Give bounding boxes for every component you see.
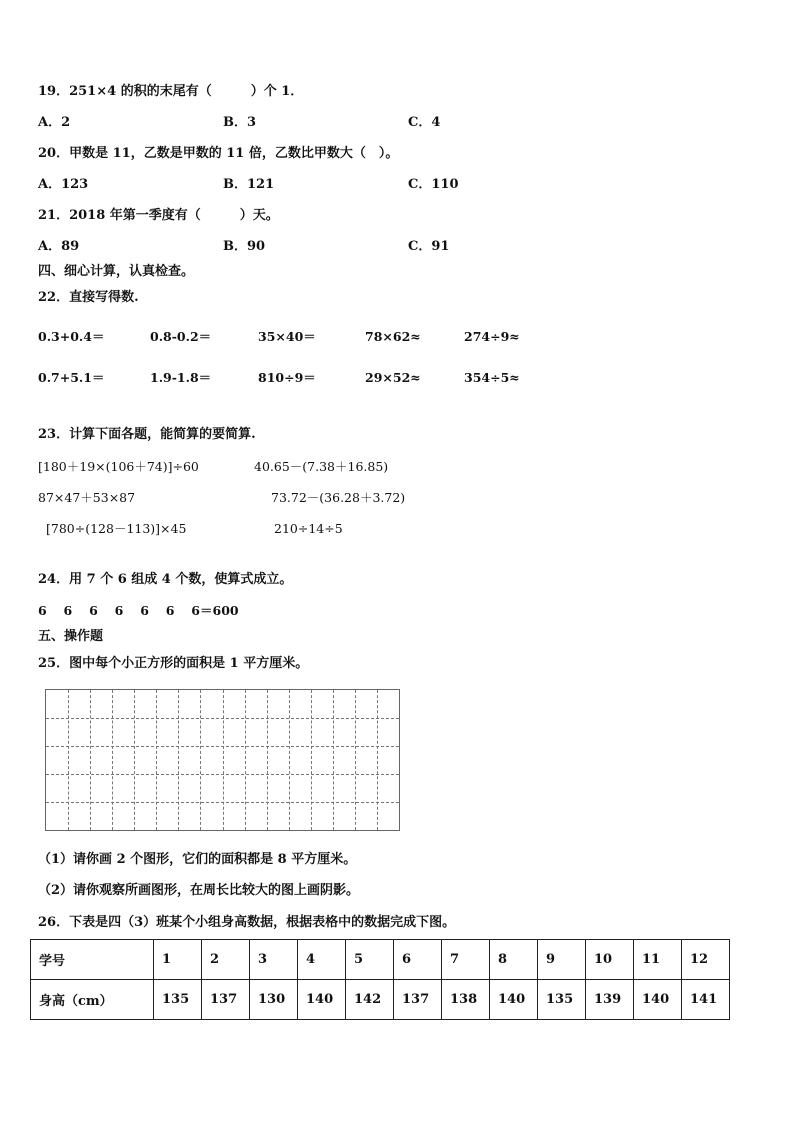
section-5-heading: 五、操作题 — [38, 629, 104, 644]
q22-stem: 22．直接写得数. — [38, 290, 139, 305]
grid-column-line — [267, 690, 268, 830]
grid-column-line — [112, 690, 113, 830]
q26-stem: 26．下表是四（3）班某个小组身高数据，根据表格中的数据完成下图。 — [38, 915, 456, 930]
q19-option-b[interactable]: B．3 — [223, 115, 257, 130]
table-cell-height: 140 — [490, 980, 538, 1020]
q23-expression: [180＋19×(106＋74)]÷60 — [38, 459, 199, 474]
q22-item: 78×62≈ — [365, 329, 421, 344]
grid-column-line — [134, 690, 135, 830]
grid-column-line — [68, 690, 69, 830]
table-cell-id: 8 — [490, 940, 538, 980]
row-label-id: 学号 — [31, 940, 154, 980]
table-cell-height: 140 — [298, 980, 346, 1020]
table-cell-height: 139 — [586, 980, 634, 1020]
q22-item: 1.9-1.8＝ — [150, 370, 212, 385]
grid-column-line — [355, 690, 356, 830]
table-cell-id: 3 — [250, 940, 298, 980]
square-grid[interactable] — [45, 689, 400, 831]
q23-expression: 73.72－(36.28＋3.72) — [271, 490, 406, 505]
table-cell-id: 7 — [442, 940, 490, 980]
grid-column-line — [377, 690, 378, 830]
table-cell-height: 137 — [394, 980, 442, 1020]
q21-option-a[interactable]: A．89 — [38, 239, 80, 254]
section-4-heading: 四、细心计算，认真检查。 — [38, 264, 195, 279]
table-cell-height: 130 — [250, 980, 298, 1020]
table-cell-id: 12 — [682, 940, 730, 980]
q24-stem: 24．用 7 个 6 组成 4 个数，使算式成立。 — [38, 572, 293, 587]
table-cell-id: 1 — [154, 940, 202, 980]
table-cell-height: 141 — [682, 980, 730, 1020]
table-cell-height: 135 — [154, 980, 202, 1020]
q22-item: 0.3+0.4＝ — [38, 329, 105, 344]
q23-expression: [780÷(128－113)]×45 — [46, 521, 187, 536]
grid-column-line — [245, 690, 246, 830]
grid-row-line — [46, 718, 399, 719]
height-table — [30, 939, 730, 1020]
q23-expression: 210÷14÷5 — [274, 521, 343, 536]
q25-subquestion-1: （1）请你画 2 个图形，它们的面积都是 8 平方厘米。 — [38, 852, 357, 867]
q19-stem: 19．251×4 的积的末尾有（ ）个 1． — [38, 84, 304, 99]
q20-option-b[interactable]: B．121 — [223, 177, 275, 192]
table-row — [31, 980, 730, 1020]
q22-item: 274÷9≈ — [464, 329, 520, 344]
table-cell-id: 5 — [346, 940, 394, 980]
grid-column-line — [289, 690, 290, 830]
q19-option-c[interactable]: C．4 — [408, 115, 441, 130]
table-cell-id: 6 — [394, 940, 442, 980]
q22-item: 29×52≈ — [365, 370, 421, 385]
table-row — [31, 940, 730, 980]
q23-expression: 40.65－(7.38＋16.85) — [254, 459, 389, 474]
q21-option-b[interactable]: B．90 — [223, 239, 266, 254]
q21-option-c[interactable]: C．91 — [408, 239, 450, 254]
q23-expression: 87×47＋53×87 — [38, 490, 136, 505]
q20-option-a[interactable]: A．123 — [38, 177, 89, 192]
q22-item: 35×40＝ — [258, 329, 316, 344]
q23-stem: 23．计算下面各题，能简算的要简算. — [38, 427, 256, 442]
grid-row-line — [46, 746, 399, 747]
table-cell-id: 9 — [538, 940, 586, 980]
row-label-height: 身高（cm） — [31, 980, 154, 1020]
table-cell-height: 138 — [442, 980, 490, 1020]
table-cell-height: 137 — [202, 980, 250, 1020]
grid-row-line — [46, 774, 399, 775]
table-cell-id: 11 — [634, 940, 682, 980]
table-cell-height: 135 — [538, 980, 586, 1020]
q22-item: 354÷5≈ — [464, 370, 520, 385]
grid-column-line — [90, 690, 91, 830]
q22-item: 0.8-0.2＝ — [150, 329, 212, 344]
q19-option-a[interactable]: A．2 — [38, 115, 71, 130]
q20-option-c[interactable]: C．110 — [408, 177, 459, 192]
q22-item: 0.7+5.1＝ — [38, 370, 105, 385]
table-cell-id: 4 — [298, 940, 346, 980]
table-cell-height: 140 — [634, 980, 682, 1020]
q25-stem: 25．图中每个小正方形的面积是 1 平方厘米。 — [38, 656, 309, 671]
grid-column-line — [200, 690, 201, 830]
table-cell-id: 10 — [586, 940, 634, 980]
table-cell-height: 142 — [346, 980, 394, 1020]
q25-subquestion-2: （2）请你观察所画图形，在周长比较大的图上画阴影。 — [38, 883, 360, 898]
grid-column-line — [223, 690, 224, 830]
grid-row-line — [46, 802, 399, 803]
q24-equation: 6 6 6 6 6 6 6＝600 — [38, 603, 239, 618]
grid-column-line — [178, 690, 179, 830]
table-cell-id: 2 — [202, 940, 250, 980]
q22-item: 810÷9＝ — [258, 370, 316, 385]
q21-stem: 21．2018 年第一季度有（ ）天。 — [38, 208, 279, 223]
q20-stem: 20．甲数是 11，乙数是甲数的 11 倍，乙数比甲数大（ ）。 — [38, 146, 399, 161]
grid-column-line — [311, 690, 312, 830]
grid-column-line — [156, 690, 157, 830]
grid-column-line — [333, 690, 334, 830]
